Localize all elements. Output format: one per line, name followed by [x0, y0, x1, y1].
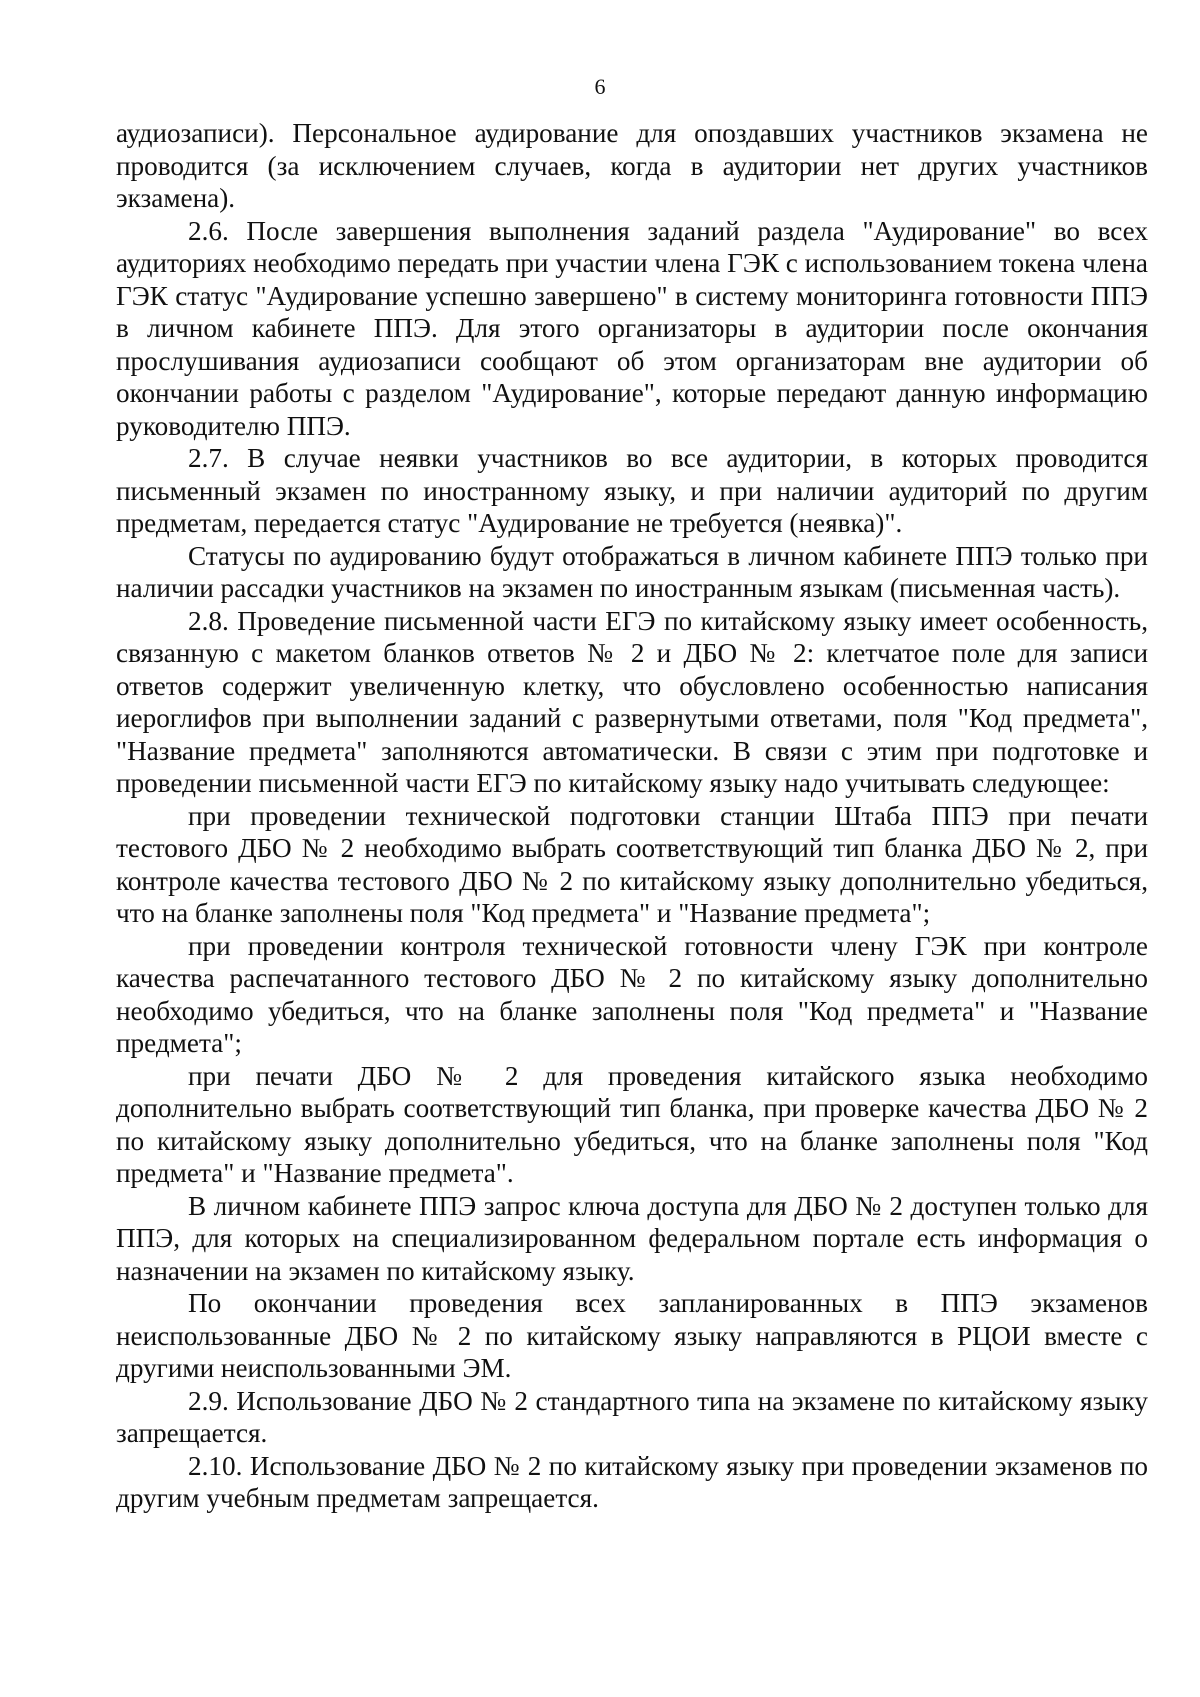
paragraph: 2.8. Проведение письменной части ЕГЭ по китайскому языку имеет особенность, связанную с макетом бланков ответов № 2 и ДБО № 2: клетчатое поле для записи ответов содержит увеличенную клетку, что обусловлено особенностью написания иероглифов при выполнении заданий с развернутыми ответами, поля "Код предмета", "Название предмета" заполняются автоматически. В связи с этим при подготовке и проведении письменной части ЕГЭ по китайскому языку надо учитывать следующее:	[116, 605, 1148, 798]
paragraph: 2.10. Использование ДБО № 2 по китайскому языку при проведении экзаменов по другим учебным предметам запрещается.	[116, 1450, 1148, 1513]
paragraph: В личном кабинете ППЭ запрос ключа доступа для ДБО № 2 доступен только для ППЭ, для которых на специализированном федеральном портале есть информация о назначении на экзамен по китайскому языку.	[116, 1190, 1148, 1286]
page-number: 6	[594, 74, 606, 99]
paragraph: при проведении контроля технической готовности члену ГЭК при контроле качества распечатанного тестового ДБО № 2 по китайскому языку дополнительно необходимо убедиться, что на бланке заполнены поля "Код предмета" и "Название предмета";	[116, 930, 1148, 1058]
document-body	[116, 117, 1148, 1515]
paragraph: Статусы по аудированию будут отображаться в личном кабинете ППЭ только при наличии рассадки участников на экзамен по иностранным языкам (письменная часть).	[116, 540, 1148, 603]
paragraph: аудиозаписи). Персональное аудирование для опоздавших участников экзамена не проводится (за исключением случаев, когда в аудитории нет других участников экзамена).	[116, 118, 1148, 213]
paragraph: По окончании проведения всех запланированных в ППЭ экзаменов неиспользованные ДБО № 2 по китайскому языку направляются в РЦОИ вместе с другими неиспользованными ЭМ.	[116, 1288, 1148, 1383]
paragraph: 2.6. После завершения выполнения заданий раздела "Аудирование" во всех аудиториях необходимо передать при участии члена ГЭК с использованием токена члена ГЭК статус "Аудирование успешно завершено" в систему мониторинга готовности ППЭ в личном кабинете ППЭ. Для этого организаторы в аудитории после окончания прослушивания аудиозаписи сообщают об этом организаторам вне аудитории об окончании работы с разделом "Аудирование", которые передают данную информацию руководителю ППЭ.	[116, 215, 1148, 441]
paragraph: 2.9. Использование ДБО № 2 стандартного типа на экзамене по китайскому языку запрещается.	[116, 1385, 1148, 1448]
paragraph: при проведении технической подготовки станции Штаба ППЭ при печати тестового ДБО № 2 необходимо выбрать соответствующий тип бланка ДБО № 2, при контроле качества тестового ДБО № 2 по китайскому языку дополнительно убедиться, что на бланке заполнены поля "Код предмета" и "Название предмета";	[116, 800, 1148, 928]
paragraph: 2.7. В случае неявки участников во все аудитории, в которых проводится письменный экзамен по иностранному языку, и при наличии аудиторий по другим предметам, передается статус "Аудирование не требуется (неявка)".	[116, 443, 1148, 538]
paragraph: при печати ДБО № 2 для проведения китайского языка необходимо дополнительно выбрать соответствующий тип бланка, при проверке качества ДБО № 2 по китайскому языку дополнительно убедиться, что на бланке заполнены поля "Код предмета" и "Название предмета".	[116, 1060, 1148, 1188]
